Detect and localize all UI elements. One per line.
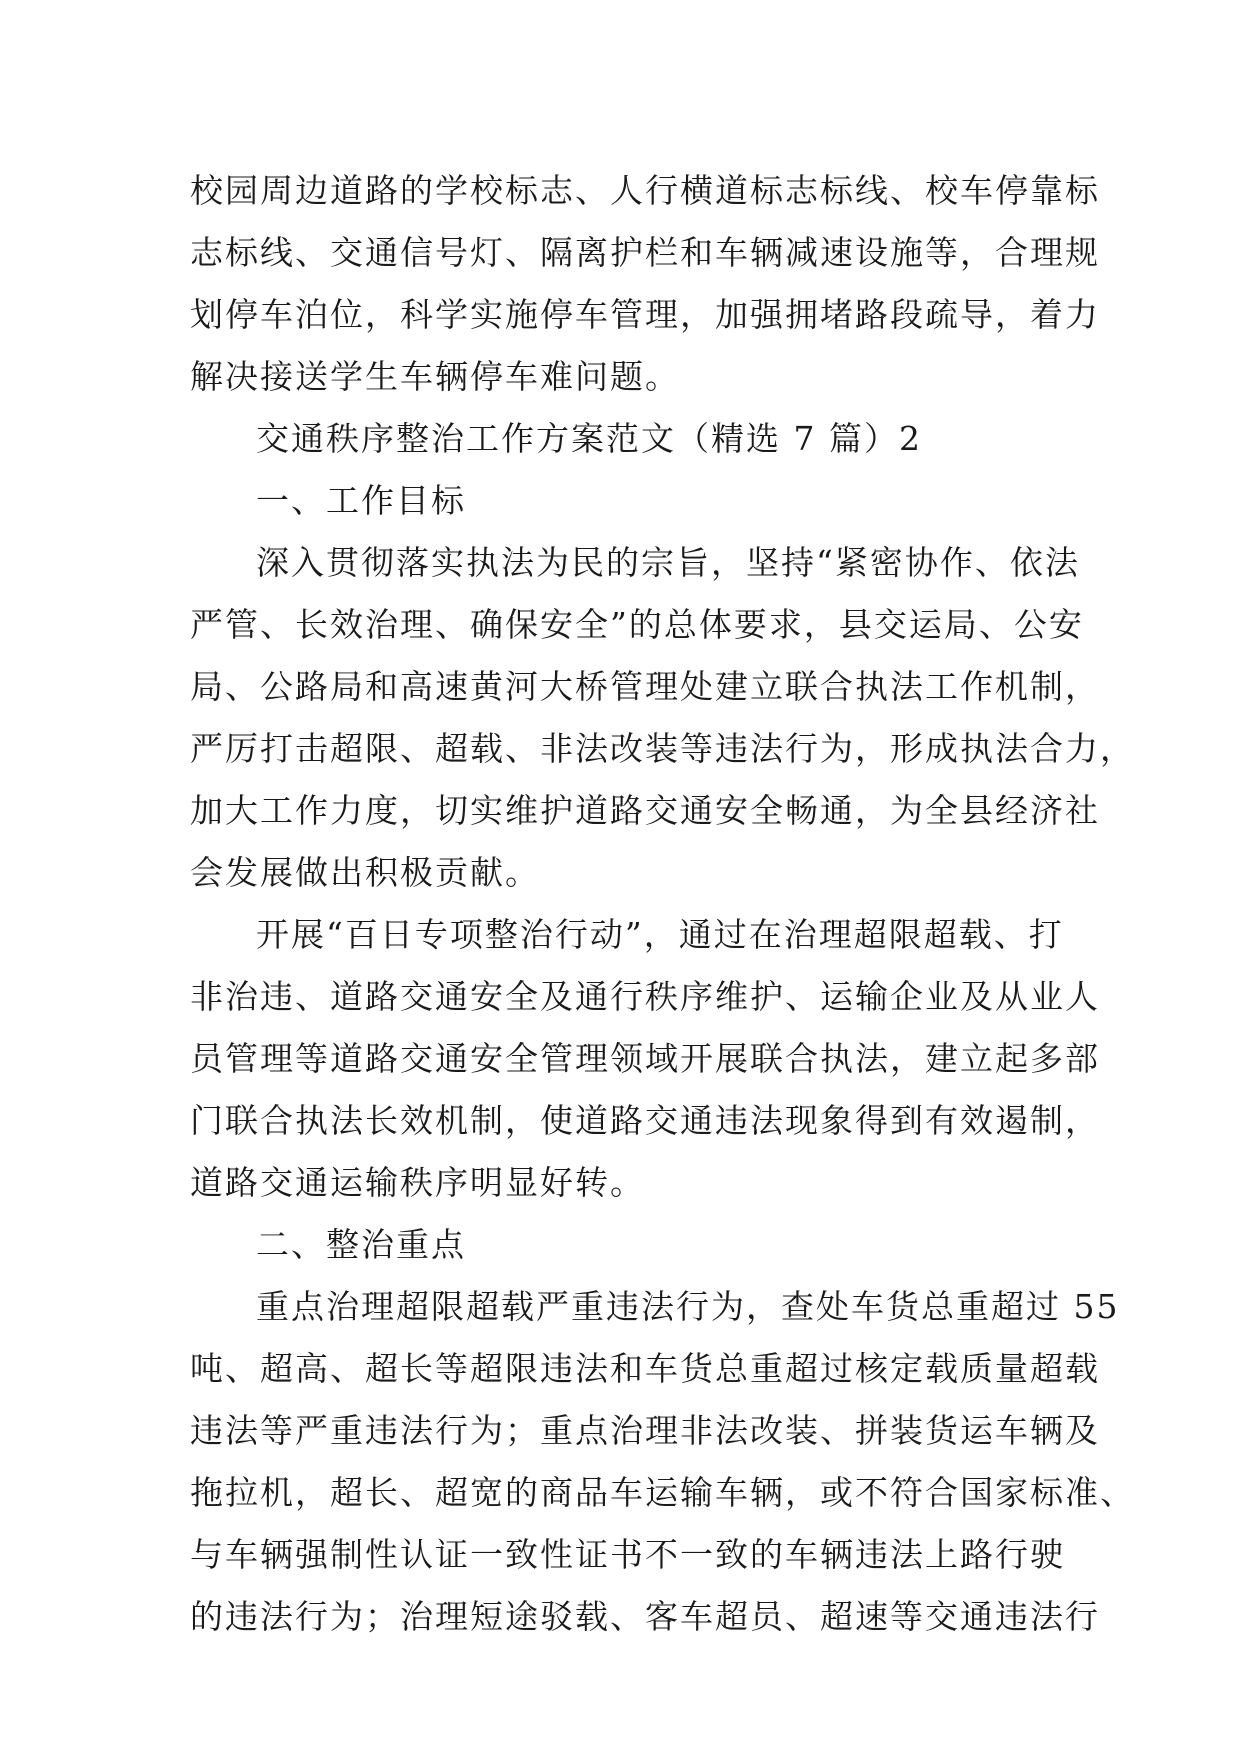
text-line: 严管、长效治理、确保安全”的总体要求，县交运局、公安 (190, 605, 1084, 644)
paragraph-5 (190, 904, 1100, 1214)
text-line: 违法等严重违法行为；重点治理非法改装、拼装货运车辆及 (190, 1411, 1100, 1450)
paragraph-1 (190, 160, 1100, 408)
text-line: 交通秩序整治工作方案范文（精选 7 篇）2 (256, 419, 922, 458)
text-line: 一、工作目标 (256, 481, 466, 520)
text-line: 非治违、道路交通安全及通行秩序维护、运输企业及从业人 (190, 977, 1100, 1016)
text-line: 加大工作力度，切实维护道路交通安全畅通，为全县经济社 (190, 791, 1100, 830)
text-line: 道路交通运输秩序明显好转。 (190, 1163, 645, 1202)
text-line: 二、整治重点 (256, 1225, 466, 1264)
text-line: 拖拉机，超长、超宽的商品车运输车辆，或不符合国家标准、 (190, 1473, 1135, 1512)
text-line: 解决接送学生车辆停车难问题。 (190, 357, 680, 396)
text-line: 与车辆强制性认证一致性证书不一致的车辆违法上路行驶 (190, 1535, 1065, 1574)
text-line: 严厉打击超限、超载、非法改装等违法行为，形成执法合力， (190, 729, 1135, 768)
text-line: 深入贯彻落实执法为民的宗旨，坚持“紧密协作、依法 (256, 543, 1080, 582)
text-line: 开展“百日专项整治行动”，通过在治理超限超载、打 (256, 915, 1064, 954)
text-line: 员管理等道路交通安全管理领域开展联合执法，建立起多部 (190, 1039, 1100, 1078)
text-line: 划停车泊位，科学实施停车管理，加强拥堵路段疏导，着力 (190, 295, 1100, 334)
text-line: 校园周边道路的学校标志、人行横道标志标线、校车停靠标 (190, 171, 1100, 210)
text-line: 的违法行为；治理短途驳载、客车超员、超速等交通违法行 (190, 1597, 1100, 1636)
text-line: 门联合执法长效机制，使道路交通违法现象得到有效遏制， (190, 1101, 1100, 1140)
heading-work-goals (190, 470, 1070, 532)
document-body (190, 160, 1135, 1648)
text-line: 重点治理超限超载严重违法行为，查处车货总重超过 55 (256, 1287, 1120, 1326)
section-title (190, 408, 1070, 470)
heading-key-focus (190, 1214, 1070, 1276)
paragraph-4 (190, 532, 1135, 904)
text-line: 会发展做出积极贡献。 (190, 853, 540, 892)
text-line: 吨、超高、超长等超限违法和车货总重超过核定载质量超载 (190, 1349, 1100, 1388)
text-line: 局、公路局和高速黄河大桥管理处建立联合执法工作机制， (190, 667, 1100, 706)
paragraph-7 (190, 1276, 1135, 1648)
text-line: 志标线、交通信号灯、隔离护栏和车辆减速设施等，合理规 (190, 233, 1100, 272)
